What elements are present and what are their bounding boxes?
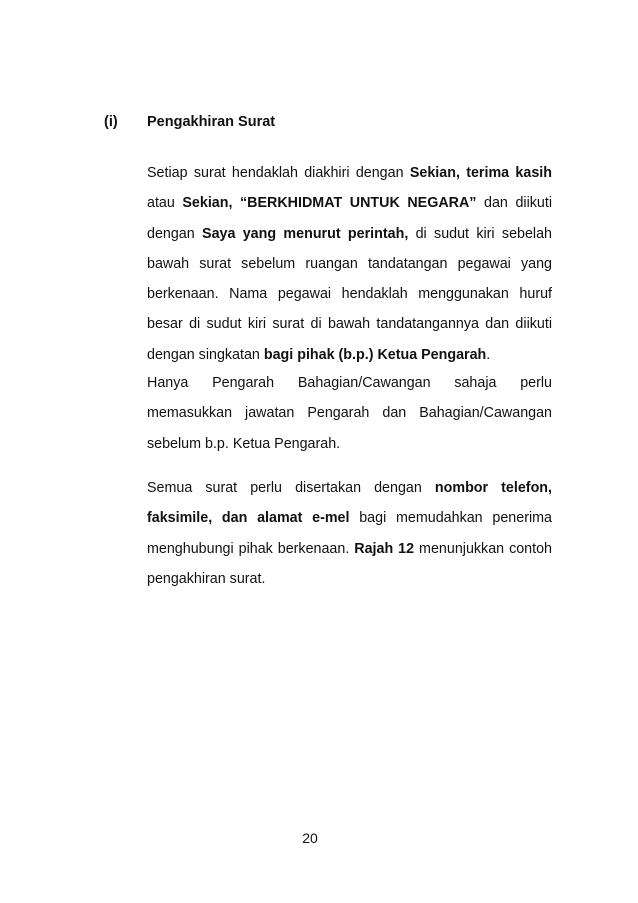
- paragraph-text: atau: [147, 195, 183, 212]
- page-number: 20: [302, 830, 318, 846]
- paragraph-ending-instructions: [147, 158, 552, 370]
- paragraph-text: .: [486, 346, 491, 363]
- bold-phrase: Sekian, “BERKHIDMAT UNTUK NEGARA”: [182, 195, 477, 212]
- section-title: Pengakhiran Surat: [147, 114, 276, 130]
- section-number: (i): [104, 114, 118, 130]
- paragraph-text: di sudut kiri sebelah bawah surat sebelum ruangan tandatangan pegawai yang berkenaan. Nama pegawai hendaklah menggunakan huruf besar di sudut kiri surat di bawah tandatangannya dan diikuti dengan singkatan: [147, 225, 552, 363]
- bold-phrase: Rajah 12: [354, 540, 415, 557]
- paragraph-director-title: [147, 368, 552, 459]
- paragraph-text: Setiap surat hendaklah diakhiri dengan: [147, 165, 410, 181]
- bold-phrase: Sekian, terima kasih: [409, 165, 552, 181]
- paragraph-contact-details: [147, 473, 552, 594]
- bold-phrase: bagi pihak (b.p.) Ketua Pengarah: [263, 346, 487, 363]
- bold-phrase: Saya yang menurut perintah,: [202, 225, 409, 242]
- bold-phrase: nombor telefon, faksimile, dan alamat e-mel: [147, 480, 553, 527]
- paragraph-text: Hanya Pengarah Bahagian/Cawangan sahaja perlu memasukkan jawatan Pengarah dan Bahagian/Cawangan sebelum b.p. Ketua Pengarah.: [147, 375, 552, 452]
- paragraph-text: menunjukkan contoh pengakhiran surat.: [147, 540, 552, 587]
- paragraph-text: dan diikuti dengan: [147, 195, 552, 242]
- paragraph-text: bagi memudahkan penerima menghubungi pihak berkenaan.: [147, 510, 552, 557]
- paragraph-text: Semua surat perlu disertakan dengan: [147, 480, 435, 496]
